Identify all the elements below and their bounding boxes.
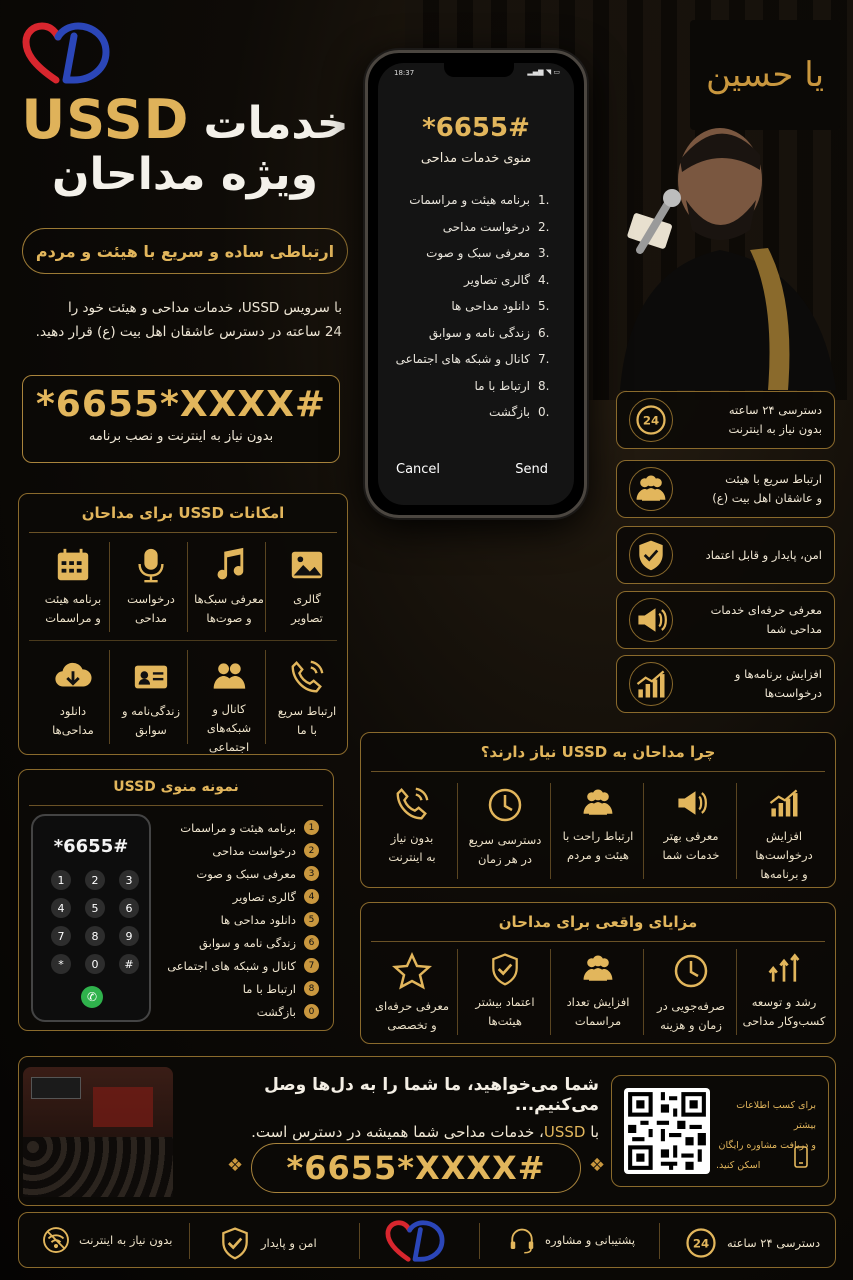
feature-label-line1: زندگی‌نامه و [121,704,181,718]
sample-item-label: گالری تصاویر [232,889,296,904]
shield-icon [629,533,673,577]
sample-menu-item [149,1000,319,1023]
sample-menu-item [149,885,319,908]
keypad-key[interactable]: 8 [85,926,105,946]
clock-24-icon [629,398,673,442]
footer-item [217,1225,317,1261]
cta-sub-pre: با [585,1123,599,1141]
menu-item-label: دانلود مداحی ها [451,299,530,314]
sample-code: *6655# [53,836,129,857]
calendar-icon [54,546,92,584]
menu-item-label: ارتباط با ما [474,378,530,393]
cta-code: *6655*XXXX# [286,1149,546,1187]
sample-item-label: کانال و شبکه های اجتماعی [167,958,296,973]
menu-item-number: 8. [538,378,550,393]
phone-call-icon [288,658,326,696]
side-card [616,391,835,449]
phone-menu-item[interactable] [386,346,556,373]
benefit-line2: هیئت‌ها [488,1014,522,1028]
side-card-line1: امن، پایدار و قابل اعتماد [705,547,822,562]
keypad-key[interactable]: 7 [51,926,71,946]
feature-label-line1: کانال و شبکه‌های [206,702,252,735]
footer-item [683,1225,820,1261]
tagline-text: ارتباطی ساده و سریع با هیئت و مردم [35,241,335,261]
menu-item-number: 3. [538,246,550,261]
feature-label-line1: دانلود [59,704,87,718]
menu-item-label: زندگی نامه و سوابق [428,325,530,340]
side-card-text [706,546,822,565]
growth-arrows-icon [766,951,802,987]
sample-item-label: زندگی نامه و سوابق [199,935,296,950]
side-card [616,655,835,713]
keypad-key[interactable]: * [51,954,71,974]
why-line2: و برنامه‌ها [760,867,808,881]
sample-item-number: 5 [304,912,319,927]
benefits-panel [360,902,836,1044]
menu-item-number: 5. [538,299,550,314]
ornament-left-icon: ❖ [227,1155,244,1176]
keypad-key[interactable]: 1 [51,870,71,890]
sample-item-label: دانلود مداحی ها [220,912,296,927]
features-panel [18,493,348,755]
megaphone-icon [629,598,673,642]
qr-code-icon[interactable] [624,1088,710,1174]
keypad-key[interactable]: # [119,954,139,974]
clock-icon [671,951,711,991]
benefit-line1: افزایش تعداد [566,995,630,1009]
image-icon [288,546,326,584]
phone-time: 18:37 [394,69,415,77]
phone-mockup [365,50,587,518]
feature-label-line1: برنامه هیئت [44,592,102,606]
feature-item[interactable] [33,658,113,740]
sample-menu-panel [18,769,334,1031]
clock-24-icon [683,1225,719,1261]
benefit-item [646,951,736,1035]
sample-menu-item [149,977,319,1000]
feature-item[interactable] [267,546,347,628]
sample-item-number: 3 [304,866,319,881]
cta-sub-post: ، خدمات مداحی شما همیشه در دسترس است. [251,1123,544,1141]
menu-item-number: 2. [538,219,550,234]
feature-label-line1: درخواست [127,592,175,606]
benefit-line1: اعتماد بیشتر [475,995,535,1009]
why-item [646,785,736,865]
svg-text:24: 24 [692,1236,710,1251]
why-line1: افزایش درخواست‌ها [755,829,813,862]
phone-menu-item[interactable] [386,240,556,267]
sample-item-number: 1 [304,820,319,835]
benefit-line1: رشد و توسعه [751,995,817,1009]
sample-item-number: 6 [304,935,319,950]
benefit-line1: معرفی حرفه‌ای [374,999,450,1013]
sample-item-label: برنامه هیئت و مراسمات [180,820,296,835]
why-panel [360,732,836,888]
sample-item-label: ارتباط با ما [242,981,296,996]
sample-title: نمونه منوی USSD [113,779,239,795]
sample-item-number: 7 [304,958,319,973]
menu-item-number: 4. [538,272,550,287]
sample-menu-item [149,816,319,839]
phone-menu-item[interactable] [386,373,556,400]
sample-item-number: 4 [304,889,319,904]
tagline-ribbon [22,228,348,274]
hero-code-sub: بدون نیاز به اینترنت و نصب برنامه [88,429,274,444]
side-card [616,460,835,518]
side-card-text [735,665,822,703]
title-ussd: USSD [21,88,190,151]
phone-menu-item[interactable] [386,267,556,294]
sample-menu-item [149,839,319,862]
keypad-key[interactable]: 3 [119,870,139,890]
side-card [616,526,835,584]
brand-logo [22,22,110,84]
side-card-line1: معرفی حرفه‌ای خدمات [710,603,822,617]
side-card-line2: بدون نیاز به اینترنت [728,422,822,436]
side-card-line1: افزایش برنامه‌ها و [734,667,822,681]
star-icon [392,951,432,991]
menu-item-number: 0. [538,405,550,420]
menu-item-label: بازگشت [489,405,530,420]
megaphone-icon [673,785,709,821]
feature-label-line1: ارتباط سریع [277,704,337,718]
feature-label-line2: تصاویر [291,611,323,625]
sample-phone [31,814,151,1022]
why-title: چرا مداحان به USSD نیاز دارند؟ [480,743,716,761]
feature-item[interactable] [33,546,113,628]
feature-label-line2: و مراسمات [45,611,101,625]
intro-line1: با سرویس USSD، خدمات مداحی و هیئت خود را [67,300,342,316]
why-item [553,785,643,865]
cta-text [189,1075,599,1141]
why-line1: ارتباط راحت با [562,829,634,843]
sample-item-number: 0 [304,1004,319,1019]
phone-notch [444,63,514,77]
footer-label: دسترسی ۲۴ ساعته [727,1236,821,1250]
side-card [616,591,835,649]
cta-sub-ussd: USSD [543,1123,586,1141]
shield-check-icon [217,1225,253,1261]
performer-illustration [600,100,840,390]
title-line1: خدمات [203,98,349,149]
menu-item-label: گالری تصاویر [463,272,530,287]
intro-line2: 24 ساعته در دسترس عاشقان اهل بیت (ع) قرار دهید. [35,324,342,340]
benefit-line2: و تخصصی [387,1018,437,1032]
side-card-line2: درخواست‌ها [764,686,822,700]
status-icons: ▂▄▆ ◥ ▭ [527,68,560,76]
menu-item-label: معرفی سبک و صوت [426,246,530,261]
menu-item-label: درخواست مداحی [442,219,530,234]
side-card-text [729,401,822,439]
feature-label-line2: مداحی‌ها [52,723,94,737]
footer-label: بدون نیاز به اینترنت [79,1233,173,1247]
keypad-key[interactable]: 2 [85,870,105,890]
feature-label-line1: گالری [293,592,321,606]
id-card-icon [132,658,170,696]
keypad-key[interactable]: 5 [85,898,105,918]
footer-label: امن و پایدار [261,1236,317,1250]
benefits-title: مزایای واقعی برای مداحان [498,913,698,931]
benefit-item [739,951,829,1031]
qr-card [611,1075,829,1187]
feature-item[interactable] [189,546,269,628]
footer-item [507,1225,635,1255]
people-icon [629,467,673,511]
benefit-line2: زمان و هزینه [660,1018,722,1032]
qr-line1: برای کسب اطلاعات بیشتر [736,1100,816,1131]
keypad-key[interactable]: 6 [119,898,139,918]
clock-icon [485,785,525,825]
why-line1: معرفی بهتر [663,829,719,843]
feature-label-line2: سوابق [135,723,167,737]
side-card-line2: و عاشقان اهل بیت (ع) [712,491,822,505]
feature-label-line2: و صوت‌ها [206,611,252,625]
feature-label-line2: اجتماعی [208,740,250,754]
benefit-item [367,951,457,1035]
phone-screen [378,63,574,505]
footer-item [41,1225,172,1255]
people-icon [580,785,616,821]
side-card-line1: ارتباط سریع با هیئت [725,472,822,486]
qr-line2: و دریافت مشاوره رایگان [718,1140,816,1151]
cta-code-box [251,1143,581,1193]
why-item [367,785,457,867]
cloud-download-icon [54,658,92,696]
phone-menu-item[interactable] [386,187,556,214]
music-icon [210,546,248,584]
why-line2: به اینترنت [388,850,436,864]
qr-line3: اسکن کنید. [716,1160,761,1171]
cta-sub [189,1123,599,1141]
benefit-item [460,951,550,1031]
menu-item-label: برنامه هیئت و مراسمات [409,193,530,208]
people-icon [580,951,616,987]
phone-menu-list [386,187,556,426]
side-card-text [711,601,822,639]
why-line2: در هر زمان [477,852,533,866]
shield-check-icon [487,951,523,987]
feature-item[interactable] [189,658,269,757]
sample-menu-item [149,931,319,954]
feature-item[interactable] [111,546,191,628]
growth-chart-icon [629,662,673,706]
phone-code: *6655# [422,113,530,143]
phone-menu-title: منوی خدمات مداحی [420,151,532,166]
sample-item-number: 8 [304,981,319,996]
benefit-item [553,951,643,1031]
sample-item-label: درخواست مداحی [212,843,296,858]
phone-menu-item[interactable] [386,399,556,426]
sample-menu-item [149,862,319,885]
headset-icon [507,1225,537,1255]
side-card-text [712,470,822,508]
menu-item-label: کانال و شبکه های اجتماعی [395,352,530,367]
sample-menu-list [149,816,319,1023]
cta-panel [18,1056,836,1206]
hero-code-box [22,375,340,463]
why-line1: بدون نیاز [390,831,434,845]
hero-code: *6655*XXXX# [35,384,327,425]
footer-bar [18,1212,836,1268]
features-title: امکانات USSD برای مداحان [81,504,285,522]
ornament-right-icon: ❖ [589,1155,606,1176]
footer-label: پشتیبانی و مشاوره [545,1233,636,1247]
title-line2: ویژه مداحان [51,149,319,200]
why-item [739,785,829,884]
benefit-line2: مراسمات [574,1014,622,1028]
footer-logo [383,1220,447,1262]
banner-text: یا حسین [705,55,825,95]
group-icon [211,658,247,694]
mobile-icon [794,1146,808,1168]
why-line1: دسترسی سریع [468,833,542,847]
phone-menu-item[interactable] [386,214,556,241]
growth-chart-icon [766,785,802,821]
sample-item-label: معرفی سبک و صوت [196,866,296,881]
call-button[interactable]: ✆ [81,986,103,1008]
feature-label-line1: معرفی سبک‌ها [194,592,264,606]
send-button[interactable]: Send [515,462,548,477]
microphone-icon [132,546,170,584]
side-card-line2: مداحی شما [766,622,822,636]
keypad-key[interactable]: 4 [51,898,71,918]
feature-item[interactable] [267,658,347,740]
side-card-line1: دسترسی ۲۴ ساعته [728,403,822,417]
keypad [51,870,139,974]
why-line2: خدمات شما [662,848,720,862]
menu-item-number: 1. [538,193,550,208]
keypad-key[interactable]: 9 [119,926,139,946]
keypad-key[interactable]: 0 [85,954,105,974]
svg-text:24: 24 [642,413,660,428]
feature-item[interactable] [111,658,191,740]
phone-call-icon [393,785,431,823]
cta-headline: شما می‌خواهید، ما شما را به دل‌ها وصل می‌کنیم... [264,1075,599,1115]
sample-item-number: 2 [304,843,319,858]
benefit-line1: صرفه‌جویی در [657,999,725,1013]
cancel-button[interactable]: Cancel [396,462,441,477]
phone-menu-item[interactable] [386,293,556,320]
sample-menu-item [149,954,319,977]
feature-label-line2: با ما [296,723,318,737]
crowd-image [23,1067,173,1197]
intro-text [20,296,342,344]
menu-item-number: 7. [538,352,550,367]
sample-item-label: بازگشت [256,1004,296,1019]
phone-menu-item[interactable] [386,320,556,347]
no-wifi-icon [41,1225,71,1255]
menu-item-number: 6. [538,325,550,340]
sample-menu-item [149,908,319,931]
why-line2: هیئت و مردم [567,848,629,862]
why-item [460,785,550,869]
feature-label-line2: مداحی [134,611,168,625]
hero-title [20,88,350,218]
benefit-line2: کسب‌وکار مداحی [742,1014,826,1028]
